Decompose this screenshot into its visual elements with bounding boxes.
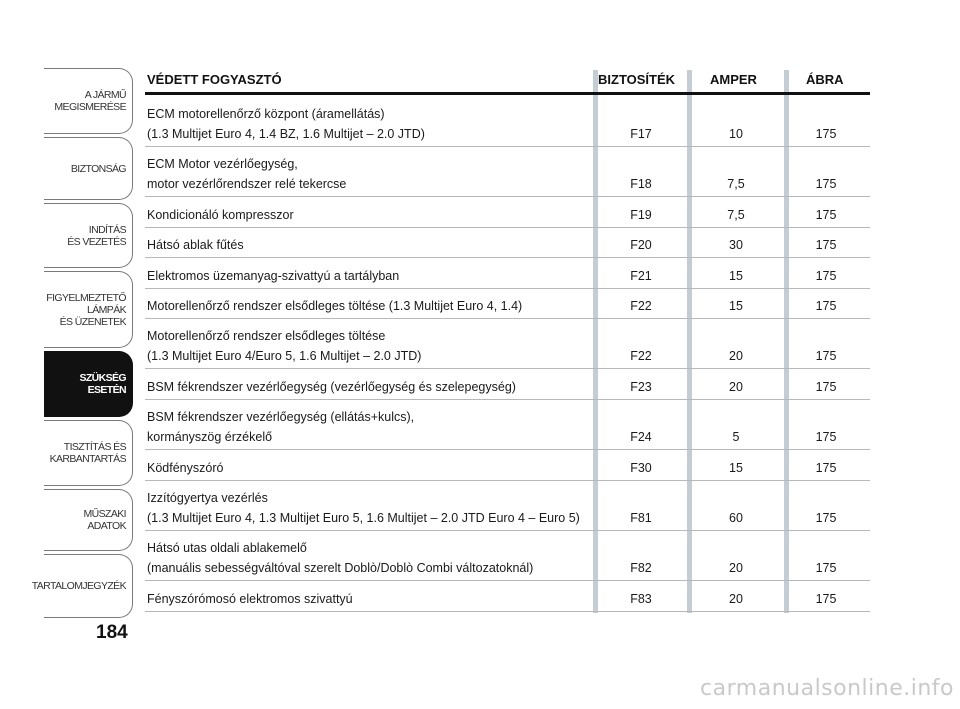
watermark: carmanualsonline.info [700, 676, 954, 701]
consumer-description: Kondicionáló kompresszor [147, 208, 294, 222]
table-row [145, 259, 870, 289]
table-row [145, 370, 870, 400]
amperage: 20 [729, 380, 743, 394]
consumer-description: BSM fékrendszer vezérlőegység (vezérlőegység és szelepegység) [147, 380, 516, 394]
fuse-id: F23 [630, 380, 652, 394]
figure-ref: 175 [815, 380, 837, 394]
table-row [145, 98, 870, 147]
figure-ref: 175 [815, 127, 837, 141]
fuse-id: F19 [630, 208, 652, 222]
fuse-id: F81 [630, 511, 652, 525]
amperage: 10 [729, 127, 743, 141]
header-consumer: VÉDETT FOGYASZTÓ [147, 72, 282, 87]
fuse-id: F83 [630, 592, 652, 606]
amperage: 15 [729, 299, 743, 313]
figure-ref: 175 [815, 430, 837, 444]
consumer-description: Hátsó utas oldali ablakemelő (manuális sebességváltóval szerelt Doblò/Doblò Combi változatoknál) [147, 541, 534, 575]
fuse-id: F21 [630, 269, 652, 283]
chapter-sidebar [31, 68, 133, 621]
table-row [145, 532, 870, 581]
table-row [145, 289, 870, 319]
consumer-description: Hátsó ablak fűtés [147, 238, 244, 252]
figure-ref: 175 [815, 238, 837, 252]
figure-ref: 175 [815, 592, 837, 606]
chapter-tab[interactable]: A JÁRMŰ MEGISMERÉSE [44, 68, 133, 134]
table-row [145, 451, 870, 481]
header-figure: ÁBRA [806, 72, 844, 87]
chapter-tab[interactable]: MŰSZAKI ADATOK [44, 489, 133, 551]
figure-ref: 175 [815, 349, 837, 363]
table-row [145, 228, 870, 258]
amperage: 7,5 [727, 208, 745, 222]
amperage: 5 [732, 430, 740, 444]
figure-ref: 175 [815, 511, 837, 525]
figure-ref: 175 [815, 561, 837, 575]
figure-ref: 175 [815, 461, 837, 475]
consumer-description: ECM Motor vezérlőegység, motor vezérlőrendszer relé tekercse [147, 157, 347, 191]
header-fuse: BIZTOSÍTÉK [598, 72, 676, 87]
chapter-tab[interactable]: FIGYELMEZTETŐ LÁMPÁK ÉS ÜZENETEK [44, 271, 133, 348]
consumer-description: Elektromos üzemanyag-szivattyú a tartályban [147, 269, 400, 283]
consumer-description: BSM fékrendszer vezérlőegység (ellátás+kulcs), kormányszög érzékelő [147, 410, 415, 444]
header-amp: AMPER [710, 72, 757, 87]
figure-ref: 175 [815, 177, 837, 191]
table-row [145, 482, 870, 531]
consumer-description: Motorellenőrző rendszer elsődleges töltése (1.3 Multijet Euro 4/Euro 5, 1.6 Multijet – 2.0 JTD) [147, 329, 422, 363]
fuse-id: F20 [630, 238, 652, 252]
amperage: 30 [729, 238, 743, 252]
figure-ref: 175 [815, 299, 837, 313]
consumer-description: ECM motorellenőrző központ (áramellátás) (1.3 Multijet Euro 4, 1.4 BZ, 1.6 Multijet – 2.0 JTD) [147, 107, 425, 141]
amperage: 15 [729, 461, 743, 475]
fuse-id: F22 [630, 299, 652, 313]
table-row [145, 148, 870, 197]
consumer-description: Ködfényszóró [147, 461, 224, 475]
table-row [145, 401, 870, 450]
chapter-tab[interactable]: BIZTONSÁG [44, 137, 133, 200]
fuse-id: F24 [630, 430, 652, 444]
consumer-description: Fényszórómosó elektromos szivattyú [147, 592, 353, 606]
amperage: 7,5 [727, 177, 745, 191]
fuse-id: F30 [630, 461, 652, 475]
table-row [145, 198, 870, 228]
amperage: 15 [729, 269, 743, 283]
chapter-tab[interactable]: TARTALOMJEGYZÉK [44, 554, 133, 618]
chapter-tab[interactable]: INDÍTÁS ÉS VEZETÉS [44, 203, 133, 268]
fuse-id: F18 [630, 177, 652, 191]
amperage: 20 [729, 349, 743, 363]
header-rule [145, 92, 870, 95]
fuse-id: F22 [630, 349, 652, 363]
fuse-id: F82 [630, 561, 652, 575]
amperage: 20 [729, 592, 743, 606]
chapter-tab[interactable]: TISZTÍTÁS ÉS KARBANTARTÁS [44, 420, 133, 486]
amperage: 20 [729, 561, 743, 575]
table-row [145, 320, 870, 369]
table-row [145, 582, 870, 612]
consumer-description: Motorellenőrző rendszer elsődleges töltése (1.3 Multijet Euro 4, 1.4) [147, 299, 523, 313]
consumer-description: Izzítógyertya vezérlés (1.3 Multijet Euro 4, 1.3 Multijet Euro 5, 1.6 Multijet – 2.0 JTD Euro 4 – Euro 5) [147, 491, 580, 525]
page-number: 184 [96, 622, 128, 643]
amperage: 60 [729, 511, 743, 525]
figure-ref: 175 [815, 208, 837, 222]
figure-ref: 175 [815, 269, 837, 283]
fuse-id: F17 [630, 127, 652, 141]
chapter-tab[interactable]: SZÜKSÉG ESETÉN [44, 351, 133, 417]
